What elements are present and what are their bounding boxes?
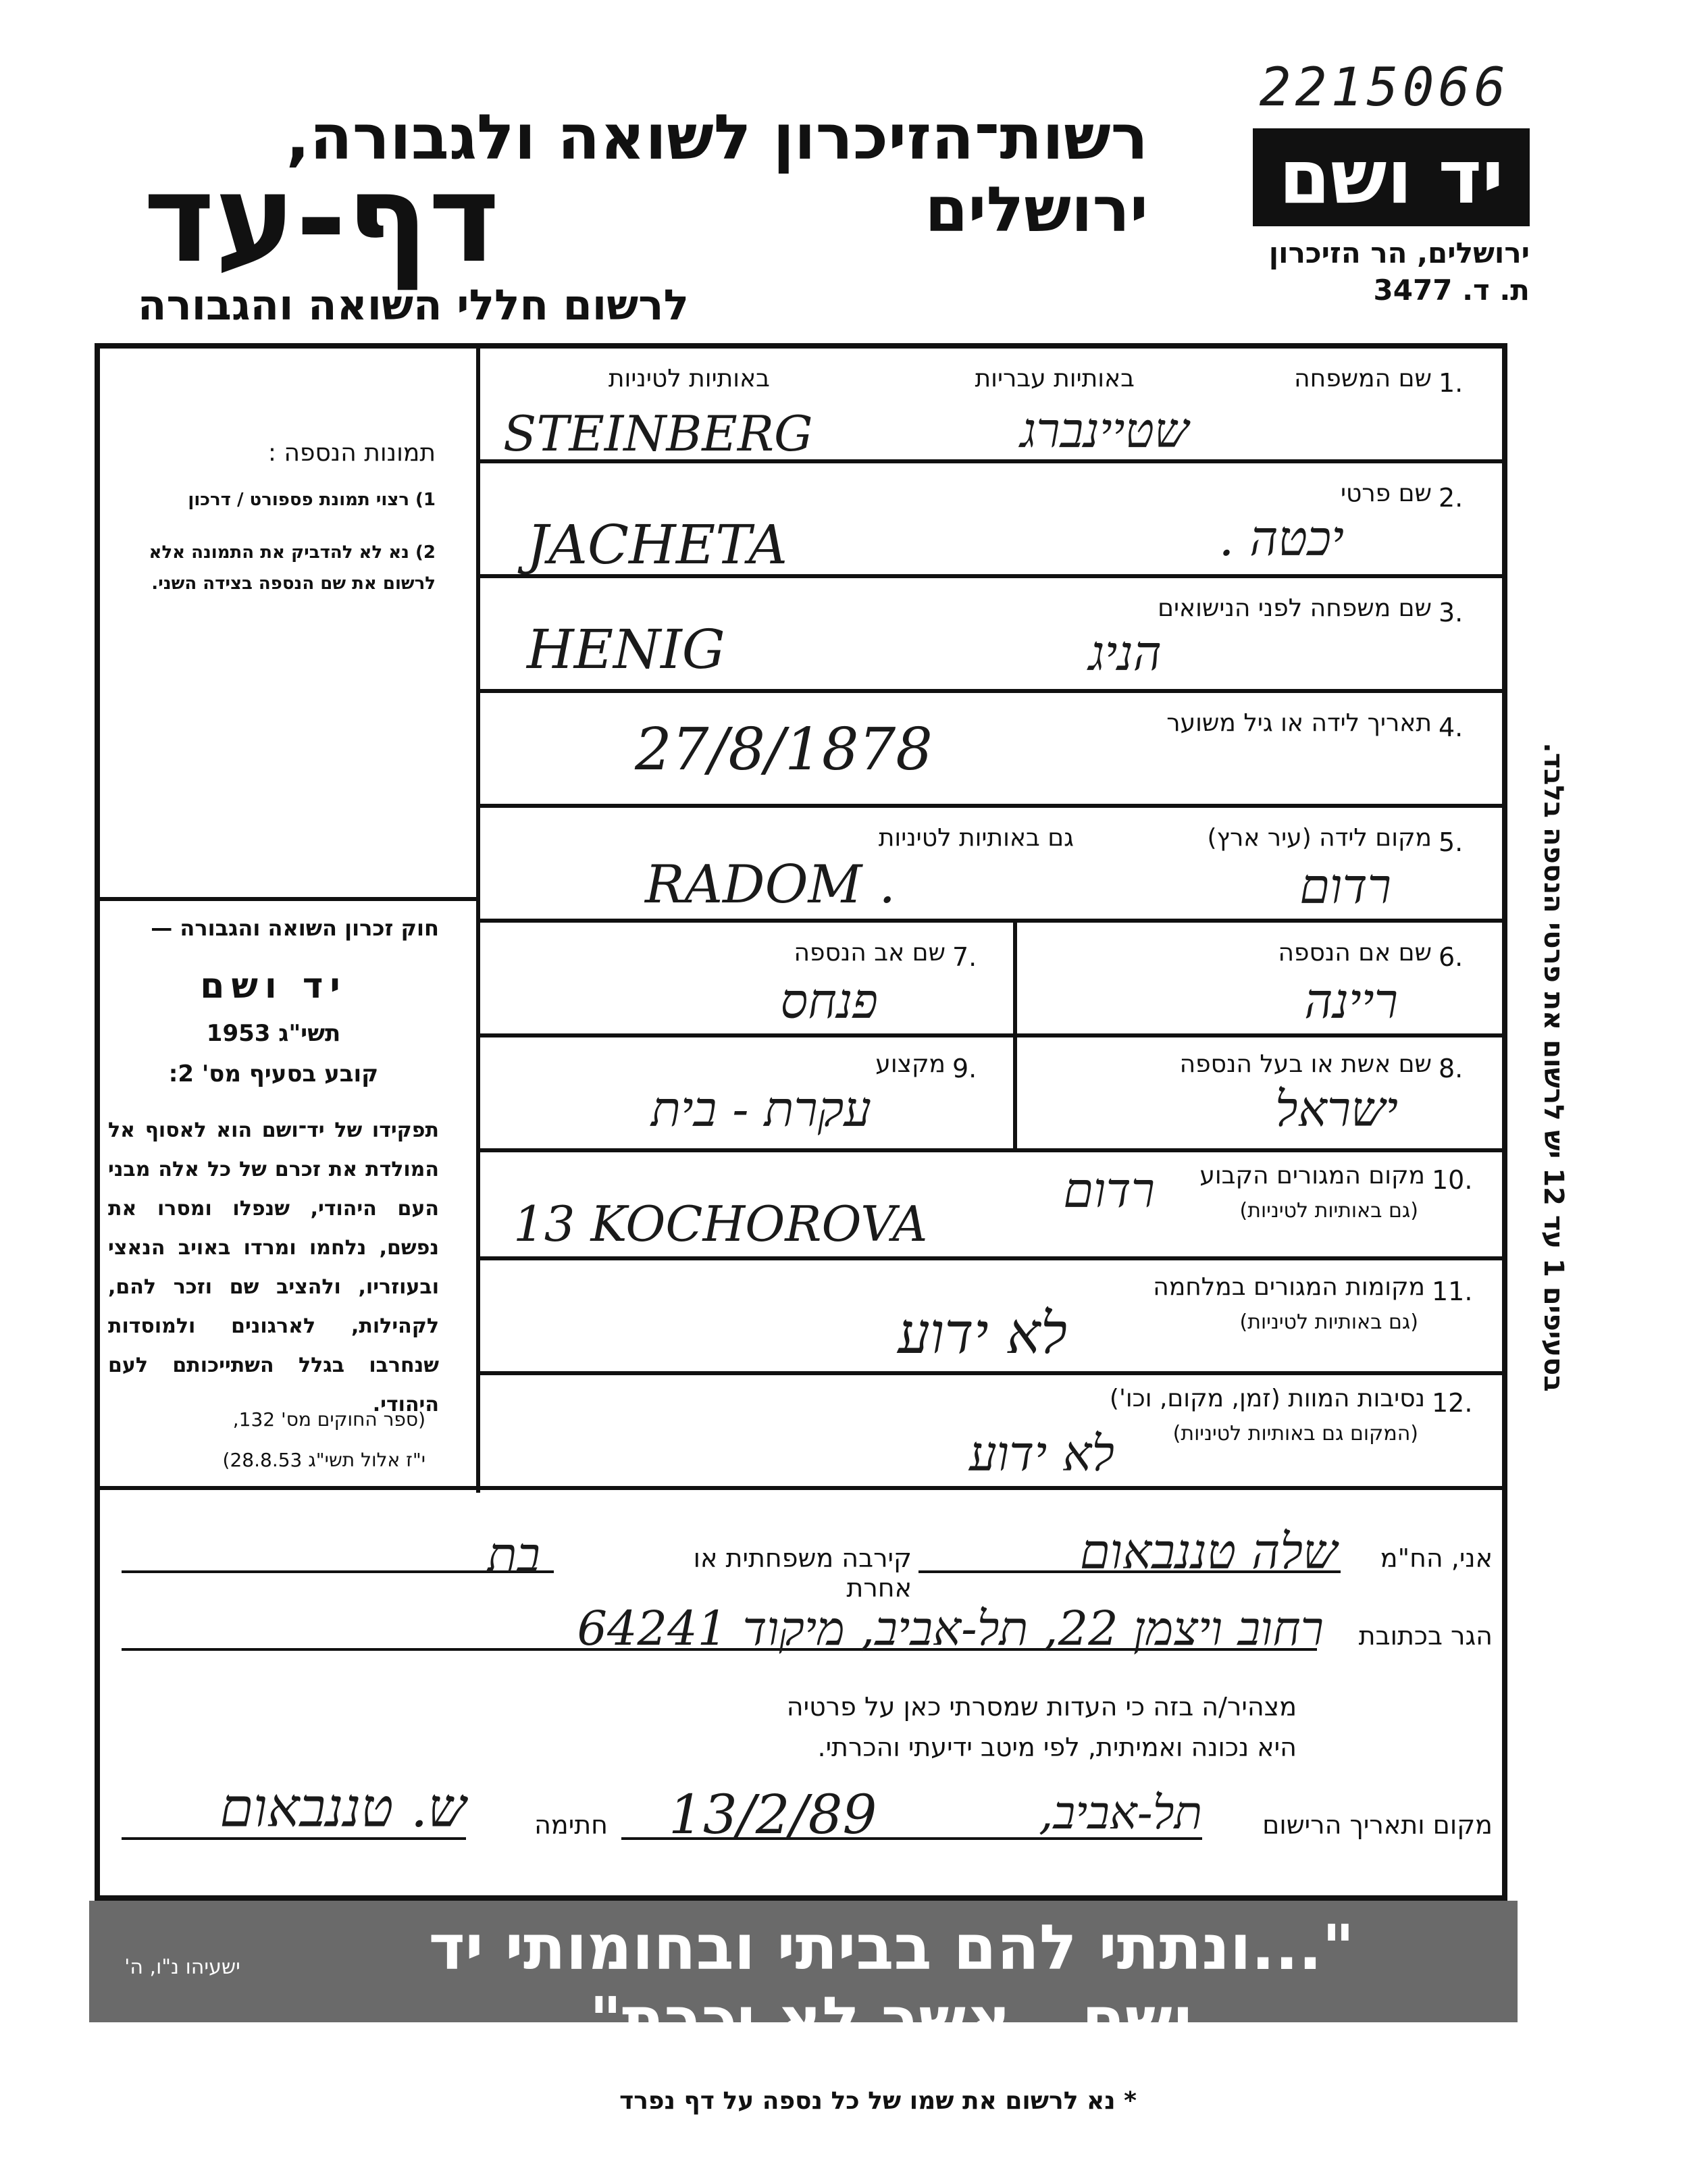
field-separator	[476, 804, 1503, 808]
address-value[interactable]: רחוב ויצמן 22, תל-אביב, מיקוד 64241	[577, 1601, 1324, 1656]
field-3-latin-value[interactable]: HENIG	[527, 618, 725, 681]
law-year: תשי"ג 1953	[206, 1020, 341, 1047]
field-separator	[476, 1148, 1503, 1152]
footnote: * נא לרשום את שמו של כל נספה על דף נפרד	[619, 2087, 1137, 2115]
law-section: קובע בסעיף מס' 2:	[168, 1060, 379, 1087]
field-12-sublabel: (המקום גם באותיות לטיניות)	[1172, 1422, 1418, 1445]
field-1-latin-header: באותיות לטיניות	[608, 365, 770, 392]
field-1-hebrew-value[interactable]: שטיינברג	[1020, 402, 1189, 459]
field-10-number: 10.	[1432, 1165, 1473, 1195]
field-separator	[476, 1256, 1503, 1260]
statement-line-1: מצהיר/ה בזה כי העדות שמסרתי כאן על פרטיה	[786, 1692, 1297, 1722]
field-3-label: שם משפחה לפני הנישואים	[1158, 594, 1432, 622]
field-6-number: 6.	[1439, 942, 1464, 972]
statement-line-2: היא נכונה ואמיתית, לפי מיטב ידיעתי והכרתי.	[817, 1733, 1297, 1762]
field-11-label: מקומות המגורים במלחמה	[1153, 1273, 1425, 1301]
field-1-number: 1.	[1439, 368, 1464, 398]
field-9-number: 9.	[952, 1054, 977, 1083]
field-10-sublabel: (גם באותיות לטיניות)	[1239, 1199, 1418, 1223]
field-3-hebrew-value[interactable]: הניג	[1088, 625, 1162, 682]
address-label: הגר בכתובת	[1358, 1621, 1493, 1651]
signature-value[interactable]: ש. טננבאום	[219, 1776, 466, 1839]
left-column-separator	[99, 897, 478, 901]
field-9-value[interactable]: עקרת - בית	[650, 1081, 871, 1137]
field-11-number: 11.	[1432, 1277, 1473, 1306]
law-reference: (ספר החוקים מס' 132,	[232, 1408, 425, 1431]
signature-label: חתימה	[534, 1810, 608, 1840]
field-separator	[476, 689, 1503, 693]
field-9-label: מקצוע	[875, 1050, 946, 1078]
field-5-label: מקום לידה (עיר ארץ)	[1207, 824, 1432, 852]
law-name: יד ושם	[200, 966, 347, 1006]
law-reference-date: י"ז אלול תשי"ג 28.8.53)	[222, 1449, 425, 1471]
document-subtitle: לרשום חללי השואה והגבורה	[137, 280, 689, 330]
field-1-latin-value[interactable]: STEINBERG	[503, 405, 813, 462]
place-date-label: מקום ותאריך הרישום	[1262, 1810, 1493, 1840]
yad-vashem-logo	[1253, 128, 1530, 226]
field-10-hebrew-value[interactable]: רדום	[1063, 1162, 1155, 1219]
form-serial-number: 2215066	[1259, 57, 1510, 118]
field-12-label: נסיבות המוות (זמן, מקום, וכו')	[1109, 1385, 1425, 1412]
law-text: תפקידו של יד־ושם הוא לאסוף אל המולדת את זכרם של כל אלה מבני העם היהודי, שנפלו ומסרו את נפשם, נלחמו ומרדו באויב הנאצי ובעוזריו, ולהציב שם וזכר להם, לקהילות, לארגונים ולמוסדות שנחרבו בגלל השתייכותם לעם היהודי.	[108, 1119, 439, 1416]
banner-quote: "...ונתתי להם בביתי ובחומותי יד ושם...אשר לא יכרת"	[428, 1912, 1355, 2056]
field-12-number: 12.	[1432, 1388, 1473, 1418]
declaration-i-label: אני, הח"מ	[1380, 1543, 1493, 1573]
law-title: חוק זכרון השואה והגבורה —	[151, 915, 439, 941]
field-2-label: שם פרטי	[1340, 480, 1432, 507]
document-title: דף-עד	[143, 149, 500, 290]
field-6-value[interactable]: ריינה	[1304, 973, 1398, 1029]
logo-text: יד ושם	[1278, 134, 1504, 220]
place-value[interactable]: תל-אביב,	[1038, 1787, 1202, 1840]
field-2-hebrew-value[interactable]: יכטה .	[1218, 510, 1344, 567]
photo-note-2: 2) נא לא להדביק את התמונה אלא לרשום את שם הנספה בצידה השני.	[149, 542, 436, 594]
field-12-value[interactable]: לא ידוע	[969, 1425, 1114, 1482]
photo-section-title: תמונות הנספה :	[267, 439, 436, 467]
field-4-number: 4.	[1439, 713, 1464, 742]
field-split-divider	[1013, 919, 1017, 1148]
field-7-value[interactable]: פנחס	[780, 973, 878, 1029]
field-5-latin-header: גם באותיות לטיניות	[878, 824, 1074, 852]
institution-name: רשות־הזיכרון לשואה ולגבורה, ירושלים	[286, 101, 1148, 246]
field-1-label: שם המשפחה	[1294, 365, 1432, 392]
field-8-number: 8.	[1439, 1054, 1464, 1083]
address-city: ירושלים, הר הזיכרון	[1268, 236, 1530, 270]
relation-label: קירבה משפחתית או אחרת	[693, 1543, 912, 1603]
field-separator	[476, 919, 1503, 923]
field-separator	[95, 1486, 1506, 1490]
field-8-label: שם אשת או בעל הנספה	[1179, 1050, 1432, 1078]
field-3-number: 3.	[1439, 598, 1464, 627]
photo-note-1: 1) רצוי תמונת פספורט / דרכון	[188, 490, 436, 510]
date-value[interactable]: 13/2/89	[669, 1783, 877, 1846]
field-4-label: תאריך לידה או גיל משוער	[1166, 709, 1432, 737]
field-4-value[interactable]: 27/8/1878	[635, 716, 933, 784]
field-2-number: 2.	[1439, 483, 1464, 513]
field-1-hebrew-header: באותיות עבריות	[975, 365, 1135, 392]
signer-name-value[interactable]: שלה טננבאום	[1079, 1523, 1337, 1580]
field-10-latin-value[interactable]: 13 KOCHOROVA	[513, 1196, 928, 1252]
banner-reference: ישעיהו נ"ו, ה'	[124, 1955, 240, 1979]
side-instruction-text: בסעיפים 1 עד 12 יש לרשום את פרטי הנספה בלבד.	[1538, 742, 1569, 1392]
field-6-label: שם אם הנספה	[1278, 939, 1432, 967]
field-separator	[476, 1371, 1503, 1375]
field-5-latin-value[interactable]: RADOM .	[645, 854, 896, 915]
field-separator	[476, 1033, 1503, 1037]
field-5-hebrew-value[interactable]: רדום	[1299, 858, 1391, 915]
field-10-label: מקום המגורים הקבוע	[1199, 1162, 1425, 1189]
relation-value[interactable]: בת	[487, 1527, 540, 1583]
field-2-latin-value[interactable]: JACHETA	[527, 513, 787, 576]
field-7-number: 7.	[952, 942, 977, 972]
field-11-value[interactable]: לא ידוע	[898, 1300, 1067, 1366]
field-5-number: 5.	[1439, 827, 1464, 857]
field-11-sublabel: (גם באותיות לטיניות)	[1239, 1310, 1418, 1334]
field-8-value[interactable]: ישראל	[1274, 1081, 1398, 1137]
address-pobox: ת. ד. 3477	[1373, 274, 1530, 307]
field-7-label: שם אב הנספה	[794, 939, 946, 967]
side-instruction	[1523, 729, 1584, 1405]
